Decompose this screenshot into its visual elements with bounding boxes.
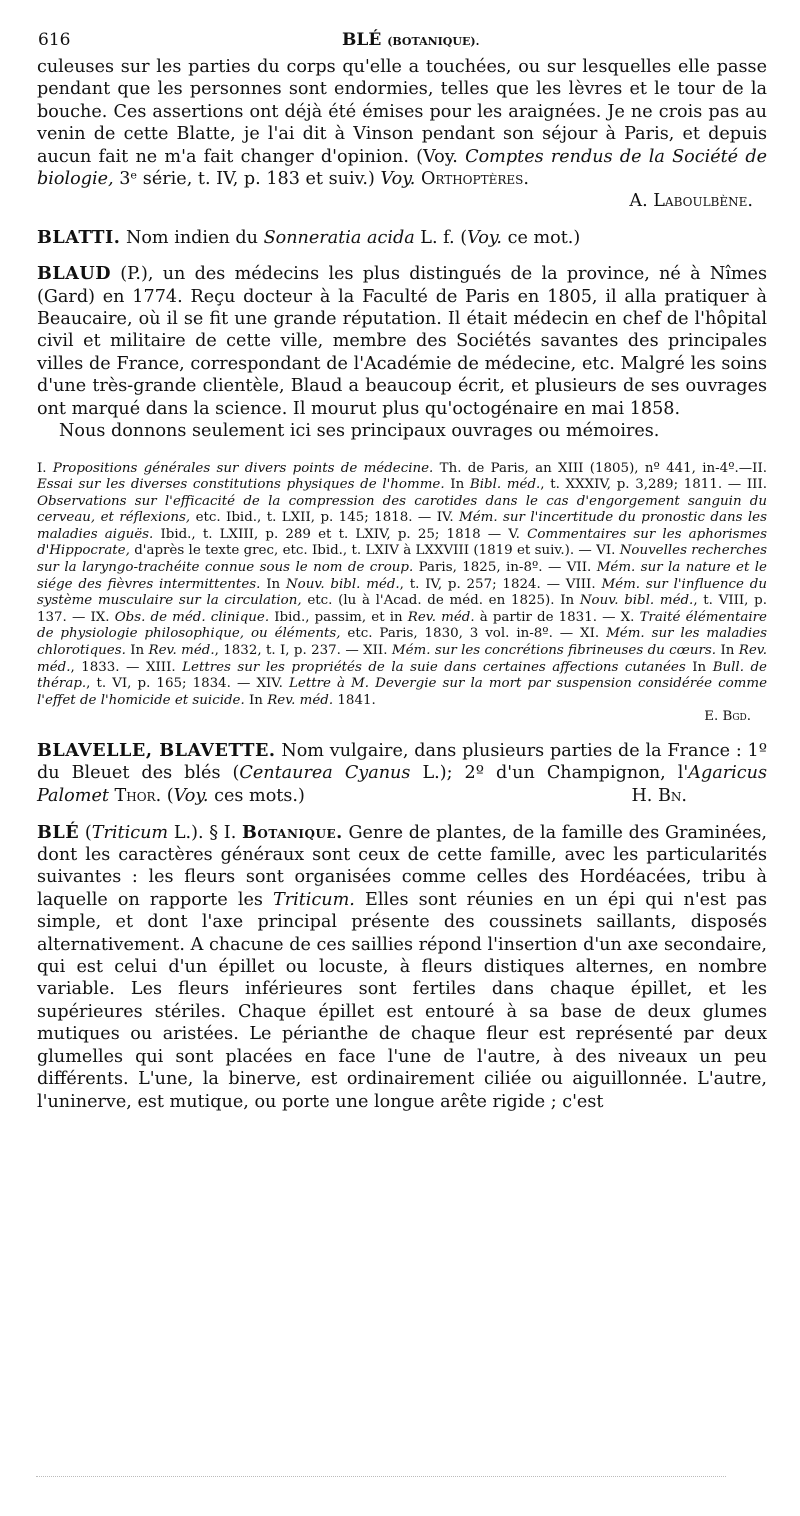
cross-reference: Orthoptères. [420,169,529,190]
text: à partir de 1831. — X. [479,609,635,625]
running-title-word: BLÉ [342,30,382,50]
work-title: Lettres sur les propriétés de la suie dans certaines affections cutanées [182,659,686,675]
work-title: Rev. méd. [267,692,334,708]
species-name: Triticum. [272,889,355,910]
entry-ble [37,822,767,1113]
section-heading: Botanique. [242,821,343,843]
work-title: Mém. sur la nature et le siége des fièvres intermittentes. [37,560,767,592]
text: In [450,477,465,493]
text: etc. (lu à l'Acad. de méd. en 1825). In [307,593,575,609]
text: Th. de Paris, an XIII (1805), nº 441, in-4º.—II. [439,460,767,476]
work-title: Traité élémentaire de physiologie philosophique, ou éléments, [37,609,767,642]
work-title: Obs. de méd. clinique. [114,609,270,625]
text: (P.), un des médecins les plus distingués de la province, né à Nîmes (Gard) en 1774. Reçu docteur à la Faculté de Paris en 1805, il alla pratiquer à Beaucaire, où il se fit une grande réputation. Il était médecin en chef de l'hôpital civil et militaire de cette ville, membre des Sociétés savantes des principales villes de France, correspondant de l'Académie de médecine, etc. Malgré les soins d'une très-grande clientèle, Blaud a beaucoup écrit, et plusieurs de ses ouvrages ont marqué dans la science. Il mourut plus qu'octogénaire en mai 1858. [37,264,767,419]
work-title: Mém. sur les concrétions fibrineuses du cœurs. [391,643,717,659]
text: , t. VIII, p. 137. — IX. [37,593,767,625]
headword: BLAUD [37,263,111,285]
entry-blatti [37,227,767,249]
italic-ref: Voy. [173,785,209,806]
text: Paris, 1825, in-8º. — VII. [418,560,592,576]
species-name: Triticum [91,822,169,843]
text: Elles sont réunies en un épi qui n'est pas simple, et dont l'axe principal présente des coussinets saillants, disposés alternativement. A chacune de ces saillies répond l'insertion d'un axe secondaire, qui est celui d'un épillet ou locuste, à fleurs distiques alternes, en nombre variable. Les fleurs inférieures sont fertiles dans chaque épillet, et les supérieures stériles. Chaque épillet est entouré à sa base de deux glumes mutiques ou aristées. Le périanthe de chaque fleur est représenté par deux glumelles qui sont placées en face l'une de l'autre, à des niveaux un peu différents. L'une, la binerve, est ordinairement ciliée ou aiguillonnée. L'autre, l'uninerve, est mutique, ou porte une longue arête rigide ; c'est [37,889,768,1112]
text: d'après le texte grec, etc. Ibid., t. LXIV à LXXVIII (1819 et suiv.). — VI. [134,543,616,559]
blaud-intro-works: Nous donnons seulement ici ses principaux ouvrages ou mémoires. [59,421,660,442]
italic-ref: Voy. [380,169,416,190]
text: L.); 2º d'un Champignon, l' [422,763,689,784]
running-title-section: (BOTANIQUE). [387,35,480,48]
work-title: Bibl. méd. [469,477,541,493]
work-title: Mém. sur l'influence du système musculaire sur la circulation, [37,576,767,609]
species-name: Agaricus Palomet [37,763,767,806]
text: , t. IV, p. 257; 1824. — VIII. [399,576,596,592]
text: Nom vulgaire, dans plusieurs parties de la France : 1º du Bleuet des blés ( [37,741,768,784]
text: I. [37,460,47,476]
work-title: Nouv. bibl. méd. [579,593,694,609]
work-title: Rev. méd. [407,609,475,625]
text: Genre de plantes, de la famille des Graminées, dont les caractères généraux sont ceux de cette famille, avec les particularités suivantes : les fleurs sont organisées comme celles des Hordéacées, tribu à laquelle on rapporte les [37,822,768,910]
work-title: Nouv. bibl. méd. [285,576,400,592]
work-title: Bull. de thérap. [37,659,767,692]
work-title: Mém. sur les maladies chlorotiques. [37,626,768,659]
italic-ref: Comptes rendus de la Société de biologie, [37,146,767,190]
text: Nom indien du [125,227,258,248]
headword: BLÉ [37,821,80,843]
species-name: Sonneratia acida [263,227,415,248]
text: Ibid., passim, et in [274,609,403,625]
work-title: Propositions générales sur divers points de médecine. [52,460,434,476]
text: L. f. ( [420,227,468,248]
page-number: 616 [38,30,71,50]
text: In [130,643,145,659]
species-name: Centaurea Cyanus [239,763,411,784]
page-foot-rule [36,1476,726,1478]
article-body [37,56,767,1113]
text: ( [84,822,92,843]
headword: BLATTI. [37,226,121,248]
text: , 1833. — XIII. [70,659,176,675]
text: ces mots.) [214,785,305,806]
author-signature: E. Bgd. [704,709,751,725]
text: 1841. [337,692,376,708]
text: 3ᵉ série, t. IV, p. 183 et suiv.) [119,169,375,190]
text: etc. Paris, 1830, 3 vol. in-8º. — XI. [347,626,600,642]
text: culeuses sur les parties du corps qu'elle a touchées, ou sur lesquelles elle passe pendant que les personnes sont endormies, telles que les lèvres et le tour de la bouche. Ces assertions ont déjà été émises pour les araignées. Je ne crois pas au venin de cette Blatte, je l'ai dit à Vinson pendant son séjour à Paris, et depuis aucun fait ne m'a fait changer d'opinion. (Voy. [37,57,767,167]
text: , 1832, t. I, p. 237. — XII. [214,643,388,659]
work-title: Rev. méd. [148,643,215,659]
text: Thor. ( [114,785,174,806]
work-title: Essai sur les diverses constitutions physiques de l'homme. [37,477,445,493]
blatte-continuation [37,56,767,190]
text: In [692,659,707,675]
page [37,30,767,1113]
text: L.). § I. [173,822,237,843]
work-title: Rev. méd. [37,643,768,675]
work-title: Observations sur l'efficacité de la compression des carotides dans le cas d'engorgement sanguin du cerveau, et réflexions, [37,493,767,526]
work-title: Lettre à M. Devergie sur la mort par suspension considérée comme l'effet de l'homicide et suicide. [37,676,767,708]
text: etc. Ibid., t. LXII, p. 145; 1818. — IV. [195,510,454,526]
text: In [266,576,281,592]
text: Ibid., t. LXIII, p. 289 et t. LXIV, p. 25; 1818 — V. [160,526,520,542]
text: In [720,643,735,659]
author-signature: H. Bn. [631,786,687,807]
work-title: Mém. sur l'incertitude du pronostic dans les maladies aiguës. [37,510,767,542]
text: , t. XXXIV, p. 3,289; 1811. — III. [540,477,767,493]
text: In [249,692,263,708]
headword: BLAVELLE, BLAVETTE. [37,740,276,761]
author-signature: A. Laboulbène. [629,191,753,212]
work-title: Nouvelles recherches sur la laryngo-trachéite connue sous le nom de croup. [37,543,767,576]
page-header [37,30,767,56]
text: , t. VI, p. 165; 1834. — XIV. [86,676,283,692]
work-title: Commentaires sur les aphorismes d'Hippocrate, [37,526,767,559]
blaud-bibliography [37,461,767,727]
entry-blaud [37,263,767,420]
text: ce mot.) [507,227,581,248]
italic-ref: Voy. [467,227,502,248]
running-title [342,30,479,50]
